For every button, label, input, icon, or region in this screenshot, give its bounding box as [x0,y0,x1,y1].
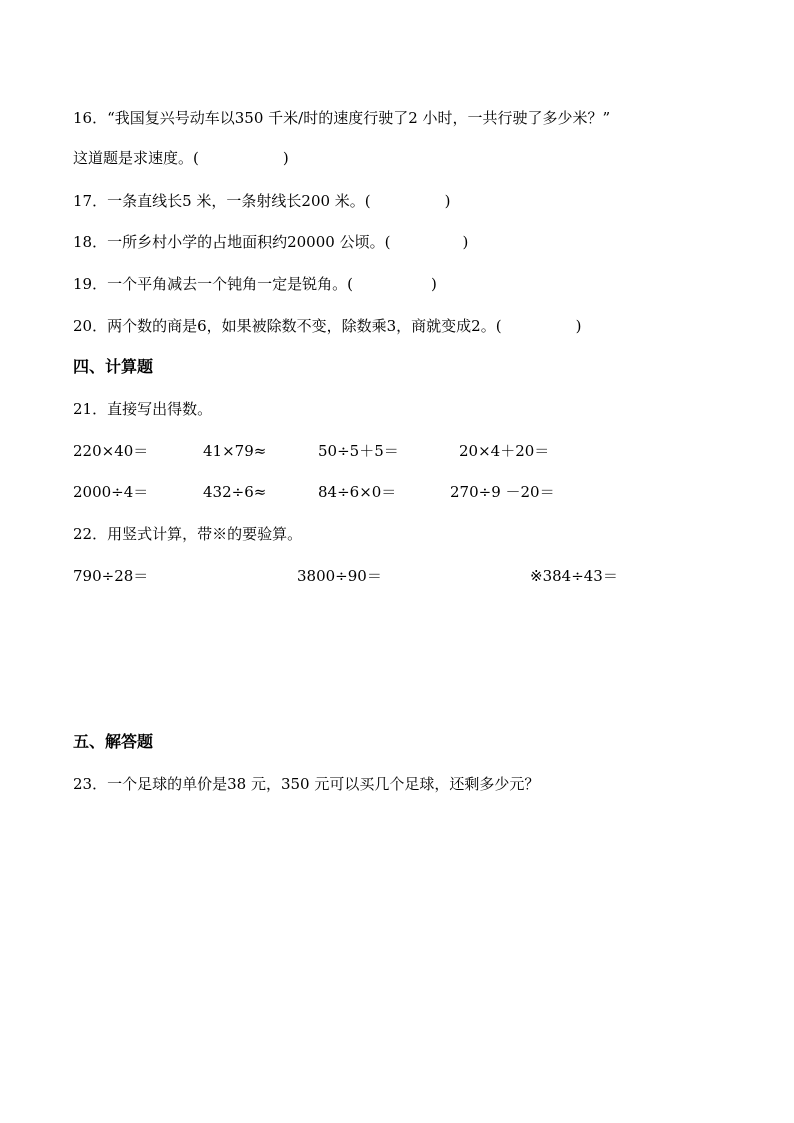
question-20-close: ) [575,317,582,335]
question-18-text: 18．一所乡村小学的占地面积约20000 公顷。( [73,233,391,251]
question-19-close: ) [430,275,437,293]
question-21: 21．直接写出得数。 [73,400,213,418]
question-20-text: 20．两个数的商是6，如果被除数不变，除数乘3，商就变成2。( [73,317,502,335]
calc-item: 220×40＝ [73,442,149,460]
vertical-calc-item: 3800÷90＝ [297,567,382,585]
question-18 [73,232,468,252]
calc-item: 2000÷4＝ [73,483,149,501]
section-5-title: 五、解答题 [73,732,154,751]
question-19-text: 19．一个平角减去一个钝角一定是锐角。( [73,275,353,293]
question-17-close: ) [444,192,451,210]
calc-item: 84÷6×0＝ [318,483,397,501]
vertical-calc-item: 790÷28＝ [73,567,149,585]
question-16-text: 16．“我国复兴号动车以350 千米/时的速度行驶了2 小时，一共行驶了多少米？” [73,109,611,127]
question-16 [73,108,610,128]
question-17 [73,191,451,211]
question-16-close: ) [282,149,289,167]
calc-item: 432÷6≈ [203,483,267,501]
question-22: 22．用竖式计算，带※的要验算。 [73,525,303,543]
question-17-text: 17．一条直线长5 米，一条射线长200 米。( [73,192,371,210]
question-18-close: ) [462,233,469,251]
calc-item: 50÷5＋5＝ [318,442,399,460]
calc-item: 270÷9 －20＝ [450,483,555,501]
vertical-calc-item: ※384÷43＝ [530,567,618,585]
section-4-title: 四、计算题 [73,357,154,376]
calc-item: 41×79≈ [203,442,267,460]
question-23: 23．一个足球的单价是38 元，350 元可以买几个足球，还剩多少元？ [73,775,540,793]
calc-item: 20×4＋20＝ [459,442,550,460]
question-16-continuation [73,148,289,168]
question-20 [73,316,581,336]
question-19 [73,274,437,294]
question-16-cont-text: 这道题是求速度。( [73,149,199,167]
